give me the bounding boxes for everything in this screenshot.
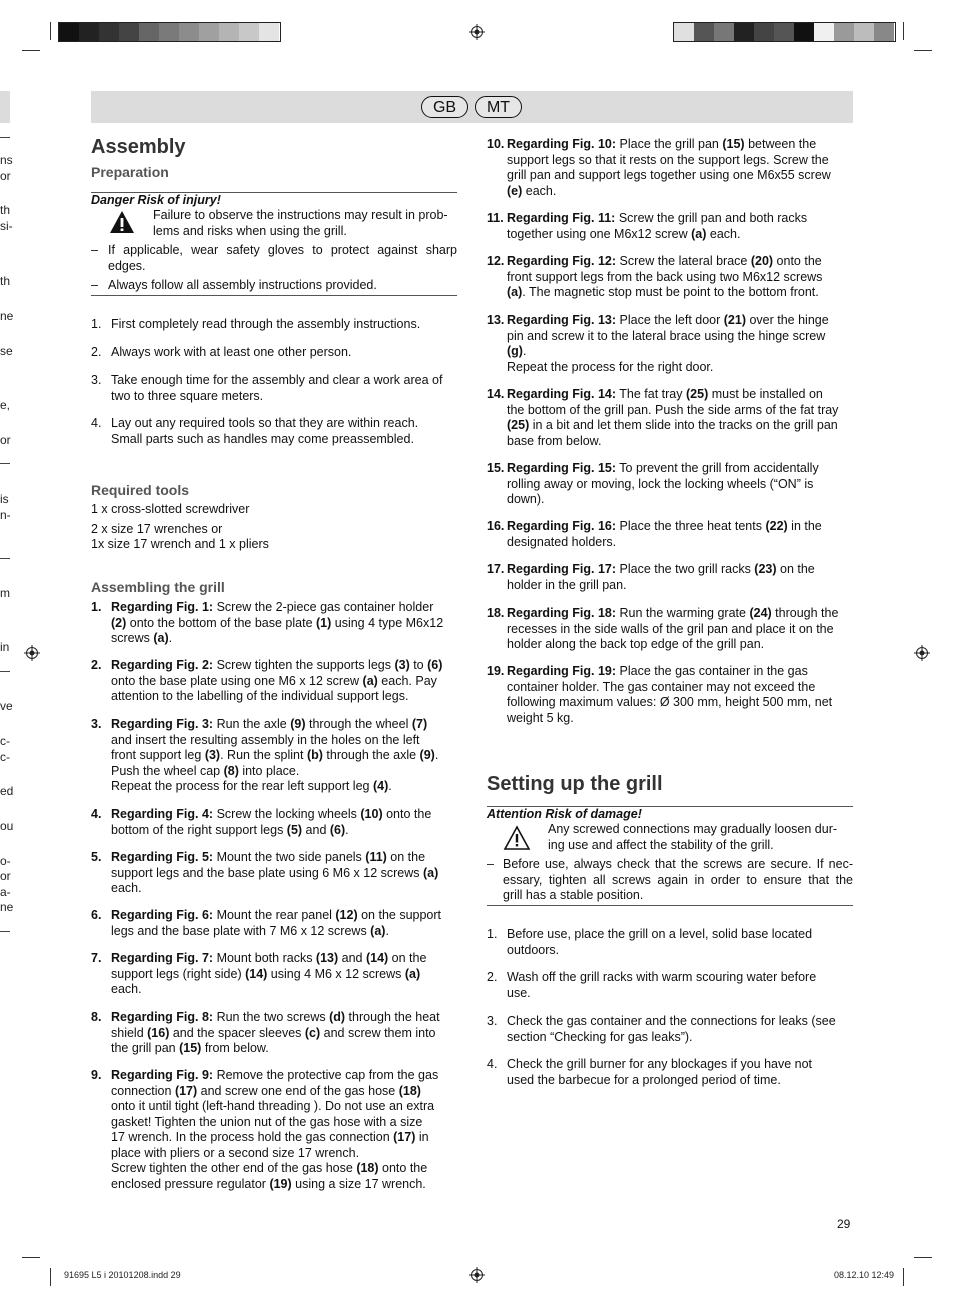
crop-mark: [914, 1257, 932, 1258]
step-text: [507, 562, 815, 593]
step-line: recesses in the side walls of the gril pan and place it on the: [507, 621, 834, 636]
step-line: Regarding Fig. 9: Remove the protective cap from the gas: [111, 1068, 439, 1082]
edge-fragment: th: [0, 203, 11, 217]
edge-fragment: se: [0, 344, 13, 358]
danger-item-line: edges.: [108, 259, 146, 273]
step-text: [507, 461, 819, 508]
assembly-step: [487, 211, 857, 242]
step-text: [111, 807, 431, 838]
assembly-heading: Assembly: [91, 136, 186, 158]
step-number: 15.: [487, 461, 505, 475]
list-number: 3.: [487, 1014, 498, 1028]
step-line: enclosed pressure regulator (19) using a size 17 wrench.: [111, 1176, 426, 1191]
assembly-step: [487, 519, 857, 550]
assembly-step: [487, 137, 857, 199]
edge-rule: [0, 463, 10, 464]
list-text: [507, 1057, 812, 1088]
preparation-heading: Preparation: [91, 164, 169, 180]
step-line: following maximum values: Ø 300 mm, height 500 mm, net: [507, 695, 833, 709]
edge-fragment: e,: [0, 398, 11, 412]
list-line: use.: [507, 985, 531, 1000]
step-text: [507, 137, 831, 199]
step-line: (2) onto the bottom of the base plate (1) using 4 type M6x12: [111, 615, 444, 630]
list-number: 2.: [91, 345, 102, 359]
step-line: shield (16) and the spacer sleeves (c) and screw them into: [111, 1025, 436, 1040]
step-line: Regarding Fig. 18: Run the warming grate (24) through the: [507, 606, 839, 620]
step-line: Regarding Fig. 5: Mount the two side panels (11) on the: [111, 850, 426, 864]
edge-fragment: ne: [0, 900, 14, 914]
list-number: 1.: [487, 927, 498, 941]
list-line: used the barbecue for a prolonged period of time.: [507, 1072, 781, 1087]
list-number: 1.: [91, 317, 102, 331]
assembly-step: [487, 313, 857, 375]
step-line: (a). The magnetic stop must be point to the bottom front.: [507, 285, 819, 299]
edge-fragment: ed: [0, 784, 14, 798]
list-number: 4.: [91, 416, 102, 430]
step-line: holder along the back top edge of the grill pan.: [507, 637, 765, 651]
step-line: holder in the grill pan.: [507, 577, 627, 592]
step-line: gasket! Tighten the union nut of the gas hose with a size: [111, 1114, 423, 1129]
step-number: 19.: [487, 664, 505, 678]
assembly-step: [91, 658, 461, 705]
step-text: [507, 606, 838, 653]
step-text: [111, 850, 438, 897]
assembly-step: [91, 908, 461, 939]
step-line: front support legs from the back using two M6x12 screws: [507, 269, 823, 284]
edge-rule: [0, 558, 10, 559]
step-line: each.: [111, 881, 142, 895]
edge-fragment: ve: [0, 699, 13, 713]
list-item: [487, 927, 857, 959]
edge-fragment: or: [0, 433, 11, 447]
list-text: [507, 1014, 836, 1045]
step-line: Repeat the process for the right door.: [507, 359, 714, 374]
step-line: front support leg (3). Run the splint (b) through the axle (9).: [111, 748, 439, 762]
step-text: [111, 717, 438, 795]
list-line: Always work with at least one other person.: [111, 345, 352, 359]
step-number: 7.: [91, 951, 102, 965]
step-line: legs and the base plate with 7 M6 x 12 screws (a).: [111, 923, 389, 938]
step-number: 5.: [91, 850, 102, 864]
assembly-step: [487, 562, 857, 593]
step-line: (g).: [507, 344, 527, 358]
step-line: Repeat the process for the rear left support leg (4).: [111, 779, 392, 793]
step-line: container holder. The gas container may not exceed the: [507, 679, 816, 694]
step-line: the bottom of the grill pan. Push the side arms of the fat tray: [507, 402, 839, 417]
edge-fragment: is: [0, 492, 9, 506]
list-number: 2.: [487, 970, 498, 984]
edge-fragment: th: [0, 274, 11, 288]
step-line: designated holders.: [507, 534, 617, 549]
step-line: Regarding Fig. 3: Run the axle (9) through the wheel (7): [111, 717, 428, 731]
step-number: 14.: [487, 387, 505, 401]
header-band: [91, 91, 853, 123]
step-line: Screw tighten the other end of the gas hose (18) onto the: [111, 1161, 428, 1175]
tool-item: 2 x size 17 wrenches or: [91, 522, 223, 536]
step-line: Regarding Fig. 10: Place the grill pan (15) between the: [507, 137, 817, 151]
danger-text-line: Failure to observe the instructions may result in prob-: [153, 208, 448, 222]
edge-fragment: o-: [0, 854, 11, 868]
assembly-step: [91, 717, 461, 795]
edge-rule: [0, 931, 10, 932]
list-line: two to three square meters.: [111, 388, 264, 403]
step-text: [507, 519, 822, 550]
list-item: [487, 1057, 857, 1089]
required-tools-heading: Required tools: [91, 482, 190, 498]
step-line: Regarding Fig. 19: Place the gas container in the gas: [507, 664, 808, 678]
step-line: Regarding Fig. 2: Screw tighten the supports legs (3) to (6): [111, 658, 443, 672]
registration-mark-icon: [24, 645, 40, 661]
assembly-step: [487, 254, 857, 301]
footer-file: 91695 L5 i 20101208.indd 29: [64, 1270, 181, 1280]
assembly-step: [91, 850, 461, 897]
language-badge-mt: MT: [475, 96, 522, 118]
edge-rule: [0, 671, 10, 672]
step-text: [111, 658, 442, 705]
assembly-step: [487, 387, 857, 449]
step-number: 13.: [487, 313, 505, 327]
edge-fragment: ou: [0, 819, 14, 833]
list-line: Take enough time for the assembly and clear a work area of: [111, 373, 443, 387]
step-line: 17 wrench. In the process hold the gas connection (17) in: [111, 1130, 429, 1144]
step-line: support legs (right side) (14) using 4 M6 x 12 screws (a): [111, 966, 421, 981]
list-text: [111, 345, 351, 361]
tool-item: 1 x cross-slotted screwdriver: [91, 502, 250, 516]
list-line: Before use, place the grill on a level, solid base located: [507, 927, 813, 941]
step-text: [111, 1010, 440, 1057]
assembling-grill-heading: Assembling the grill: [91, 579, 225, 595]
step-text: [507, 254, 822, 301]
step-text: [111, 600, 443, 647]
edge-fragment: or: [0, 869, 11, 883]
language-badge-gb: GB: [421, 96, 468, 118]
edge-fragment: a-: [0, 885, 11, 899]
crop-mark: [22, 50, 40, 51]
step-line: onto the base plate using one M6 x 12 screw (a) each. Pay: [111, 673, 437, 688]
list-line: outdoors.: [507, 942, 560, 957]
assembly-step: [487, 664, 857, 726]
step-number: 3.: [91, 717, 102, 731]
step-text: [111, 1068, 438, 1192]
registration-mark-icon: [469, 24, 485, 40]
divider: [487, 905, 853, 906]
step-line: pin and screw it to the lateral brace using the hinge screw: [507, 328, 826, 343]
crop-mark: [903, 1268, 904, 1286]
list-text: [111, 317, 420, 333]
step-line: weight 5 kg.: [507, 710, 574, 725]
crop-mark: [50, 22, 51, 40]
step-line: Regarding Fig. 12: Screw the lateral brace (20) onto the: [507, 254, 822, 268]
step-line: support legs and the base plate using 6 M6 x 12 screws (a): [111, 865, 439, 880]
attention-item-line: Before use, always check that the screws are secure. If nec-: [503, 857, 853, 871]
list-line: First completely read through the assembly instructions.: [111, 317, 421, 331]
step-number: 1.: [91, 600, 102, 614]
step-line: (e) each.: [507, 183, 557, 198]
assembly-step: [91, 807, 461, 838]
step-line: screws (a).: [111, 631, 173, 645]
danger-dash: –: [91, 243, 98, 257]
print-color-bar-right: [673, 22, 896, 42]
step-number: 16.: [487, 519, 505, 533]
step-line: Regarding Fig. 11: Screw the grill pan and both racks: [507, 211, 808, 225]
step-line: Regarding Fig. 6: Mount the rear panel (12) on the support: [111, 908, 442, 922]
list-line: Wash off the grill racks with warm scouring water before: [507, 970, 817, 984]
step-text: [507, 313, 829, 375]
list-item: [487, 970, 857, 1002]
edge-fragment: in: [0, 640, 10, 654]
attention-text-line: Any screwed connections may gradually loosen dur-: [548, 822, 838, 836]
edge-fragment: m: [0, 586, 10, 600]
step-text: [111, 951, 426, 998]
step-number: 12.: [487, 254, 505, 268]
list-line: section “Checking for gas leaks”).: [507, 1029, 693, 1044]
divider: [91, 295, 457, 296]
step-line: attention to the labelling of the individual support legs.: [111, 689, 409, 703]
list-line: Check the grill burner for any blockages if you have not: [507, 1057, 813, 1071]
assembly-step: [91, 600, 461, 647]
step-line: Push the wheel cap (8) into place.: [111, 763, 300, 778]
edge-fragment: n-: [0, 508, 11, 522]
crop-mark: [22, 1257, 40, 1258]
danger-text-line: lems and risks when using the grill.: [153, 224, 347, 238]
edge-fragment: ns: [0, 153, 13, 167]
step-number: 11.: [487, 211, 504, 225]
step-number: 4.: [91, 807, 102, 821]
assembly-step: [91, 1068, 461, 1192]
step-number: 6.: [91, 908, 102, 922]
tool-item: 1x size 17 wrench and 1 x pliers: [91, 537, 269, 551]
registration-mark-icon: [469, 1267, 485, 1283]
danger-title: Danger Risk of injury!: [91, 193, 221, 207]
list-text: [111, 373, 442, 404]
crop-mark: [914, 50, 932, 51]
previous-page-edge: [0, 91, 10, 123]
list-line: Small parts such as handles may come preassembled.: [111, 431, 414, 446]
step-text: [111, 908, 441, 939]
list-line: Lay out any required tools so that they are within reach.: [111, 416, 419, 430]
step-line: together using one M6x12 screw (a) each.: [507, 226, 741, 241]
step-line: down).: [507, 492, 545, 506]
step-text: [507, 211, 807, 242]
assembly-step: [487, 606, 857, 653]
setting-up-heading: Setting up the grill: [487, 773, 663, 795]
step-line: and insert the resulting assembly in the holes on the left: [111, 732, 420, 747]
danger-item-line: Always follow all assembly instructions provided.: [108, 278, 377, 292]
step-text: [507, 664, 832, 726]
step-number: 9.: [91, 1068, 102, 1082]
attention-item-line: grill has a stable position.: [503, 888, 644, 902]
attention-title: Attention Risk of damage!: [487, 807, 642, 821]
edge-fragment: ne: [0, 309, 14, 323]
edge-fragment: si-: [0, 219, 13, 233]
attention-dash: –: [487, 857, 494, 871]
step-line: place with pliers or a second size 17 wrench.: [111, 1145, 360, 1160]
danger-item-line: If applicable, wear safety gloves to protect against sharp: [108, 243, 457, 257]
list-number: 3.: [91, 373, 102, 387]
page-number: 29: [837, 1217, 851, 1231]
assembly-step: [91, 1010, 461, 1057]
assembly-step: [487, 461, 857, 508]
danger-dash: –: [91, 278, 98, 292]
list-text: [507, 970, 816, 1001]
crop-mark: [50, 1268, 51, 1286]
step-number: 18.: [487, 606, 505, 620]
attention-item-line: essary, tighten all screws again in order to ensure that the: [503, 873, 853, 887]
step-line: Regarding Fig. 16: Place the three heat tents (22) in the: [507, 519, 822, 533]
print-color-bar-left: [58, 22, 281, 42]
list-line: Check the gas container and the connections for leaks (see: [507, 1014, 836, 1028]
step-text: [507, 387, 838, 449]
list-item: [91, 416, 461, 448]
step-line: support legs so that it rests on the support legs. Screw the: [507, 152, 829, 167]
step-line: Regarding Fig. 15: To prevent the grill from accidentally: [507, 461, 819, 475]
step-number: 10.: [487, 137, 505, 151]
step-line: Regarding Fig. 7: Mount both racks (13) and (14) on the: [111, 951, 427, 965]
attention-text-line: ing use and affect the stability of the grill.: [548, 838, 774, 852]
step-line: grill pan and support legs together using one M6x55 screw: [507, 168, 831, 182]
warning-triangle-icon: [108, 209, 136, 235]
edge-fragment: c-: [0, 734, 10, 748]
step-line: Regarding Fig. 8: Run the two screws (d) through the heat: [111, 1010, 440, 1024]
step-line: base from below.: [507, 433, 602, 448]
list-item: [487, 1014, 857, 1046]
step-line: Regarding Fig. 1: Screw the 2-piece gas container holder: [111, 600, 434, 614]
list-item: [91, 373, 461, 405]
step-number: 2.: [91, 658, 102, 672]
list-number: 4.: [487, 1057, 498, 1071]
step-number: 17.: [487, 562, 505, 576]
list-text: [111, 416, 418, 447]
list-text: [507, 927, 812, 958]
registration-mark-icon: [914, 645, 930, 661]
footer-date: 08.12.10 12:49: [834, 1270, 895, 1280]
step-number: 8.: [91, 1010, 102, 1024]
step-line: Regarding Fig. 4: Screw the locking wheels (10) onto the: [111, 807, 432, 821]
edge-rule: [0, 137, 10, 138]
edge-fragment: c-: [0, 750, 10, 764]
step-line: bottom of the right support legs (5) and (6).: [111, 822, 349, 837]
assembly-step: [91, 951, 461, 998]
step-line: the grill pan (15) from below.: [111, 1041, 269, 1055]
caution-triangle-icon: [503, 825, 531, 851]
crop-mark: [903, 22, 904, 40]
step-line: Regarding Fig. 14: The fat tray (25) must be installed on: [507, 387, 823, 401]
step-line: Regarding Fig. 13: Place the left door (21) over the hinge: [507, 313, 829, 327]
edge-fragment: or: [0, 169, 11, 183]
step-line: rolling away or moving, lock the locking wheels (“ON” is: [507, 476, 814, 491]
step-line: each.: [111, 982, 142, 996]
step-line: (25) in a bit and let them slide into the tracks on the grill pan: [507, 418, 838, 432]
step-line: Regarding Fig. 17: Place the two grill racks (23) on the: [507, 562, 815, 576]
step-line: connection (17) and screw one end of the gas hose (18): [111, 1083, 421, 1098]
step-line: onto it until tight (left-hand threading ). Do not use an extra: [111, 1099, 435, 1113]
